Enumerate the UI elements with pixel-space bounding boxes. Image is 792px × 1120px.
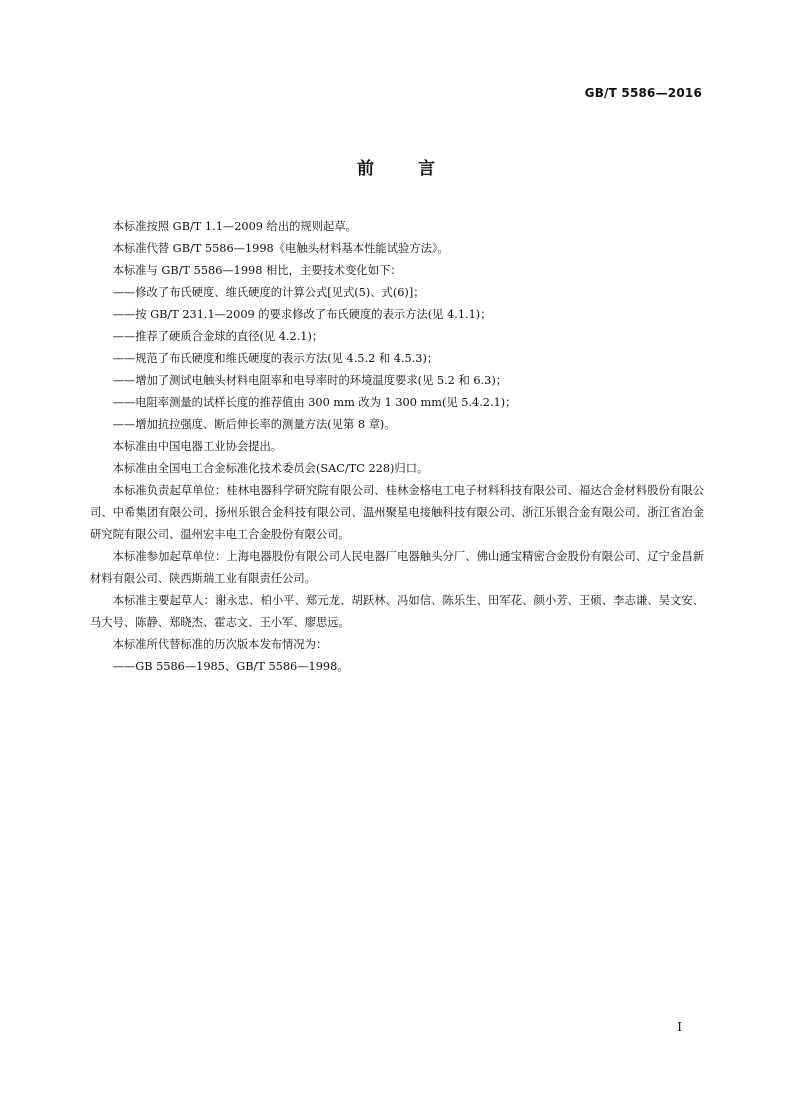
list-item-change: ——按 GB/T 231.1—2009 的要求修改了布氏硬度的表示方法(见 4.1.1)； [112, 308, 492, 321]
list-item-change: ——增加抗拉强度、断后伸长率的测量方法(见第 8 章)。 [112, 418, 396, 431]
paragraph-participating-units: 本标准参加起草单位：上海电器股份有限公司人民电器厂电器触头分厂、佛山通宝精密合金股份有限公司、辽宁金昌新材料有限公司、陕西斯瑞工业有限责任公司。 [90, 550, 704, 585]
page-number: I [677, 1020, 682, 1034]
foreword-body [90, 216, 704, 678]
paragraph-under-jurisdiction: 本标准由全国电工合金标准化技术委员会(SAC/TC 228)归口。 [112, 462, 429, 475]
paragraph-proposed-by: 本标准由中国电器工业协会提出。 [112, 440, 283, 453]
paragraph-drafting-rules: 本标准按照 GB/T 1.1—2009 给出的规则起草。 [112, 220, 357, 233]
paragraph-main-drafting-units: 本标准负责起草单位：桂林电器科学研究院有限公司、桂林金格电工电子材料科技有限公司、福达合金材料股份有限公司、中希集团有限公司、扬州乐银合金科技有限公司、温州聚星电接触科技有限公司、浙江乐银合金有限公司、浙江省冶金研究院有限公司、温州宏丰电工合金股份有限公司。 [90, 484, 704, 541]
standard-number: GB/T 5586—2016 [584, 86, 702, 100]
list-item-previous-edition: ——GB 5586—1985、GB/T 5586—1998。 [112, 660, 349, 673]
list-item-change: ——修改了布氏硬度、维氏硬度的计算公式[见式(5)、式(6)]； [112, 286, 425, 299]
page-title: 前言 [357, 159, 479, 179]
paragraph-main-drafters: 本标准主要起草人：谢永忠、柏小平、郑元龙、胡跃林、冯如信、陈乐生、田军花、颜小芳、王硕、李志谦、吴文安、马大号、陈静、郑晓杰、霍志文、王小军、廖思远。 [90, 594, 704, 629]
list-item-change: ——推荐了硬质合金球的直径(见 4.2.1)； [112, 330, 324, 343]
paragraph-replaces: 本标准代替 GB/T 5586—1998《电触头材料基本性能试验方法》。 [112, 242, 449, 255]
list-item-change: ——增加了测试电触头材料电阻率和电导率时的环境温度要求(见 5.2 和 6.3)； [112, 374, 508, 387]
list-item-change: ——规范了布氏硬度和维氏硬度的表示方法(见 4.5.2 和 4.5.3)； [112, 352, 439, 365]
paragraph-changes-intro: 本标准与 GB/T 5586—1998 相比，主要技术变化如下： [112, 264, 402, 277]
list-item-change: ——电阻率测量的试样长度的推荐值由 300 mm 改为 1 300 mm(见 5.4.2.1)； [112, 396, 517, 409]
paragraph-previous-editions: 本标准所代替标准的历次版本发布情况为： [112, 638, 328, 651]
